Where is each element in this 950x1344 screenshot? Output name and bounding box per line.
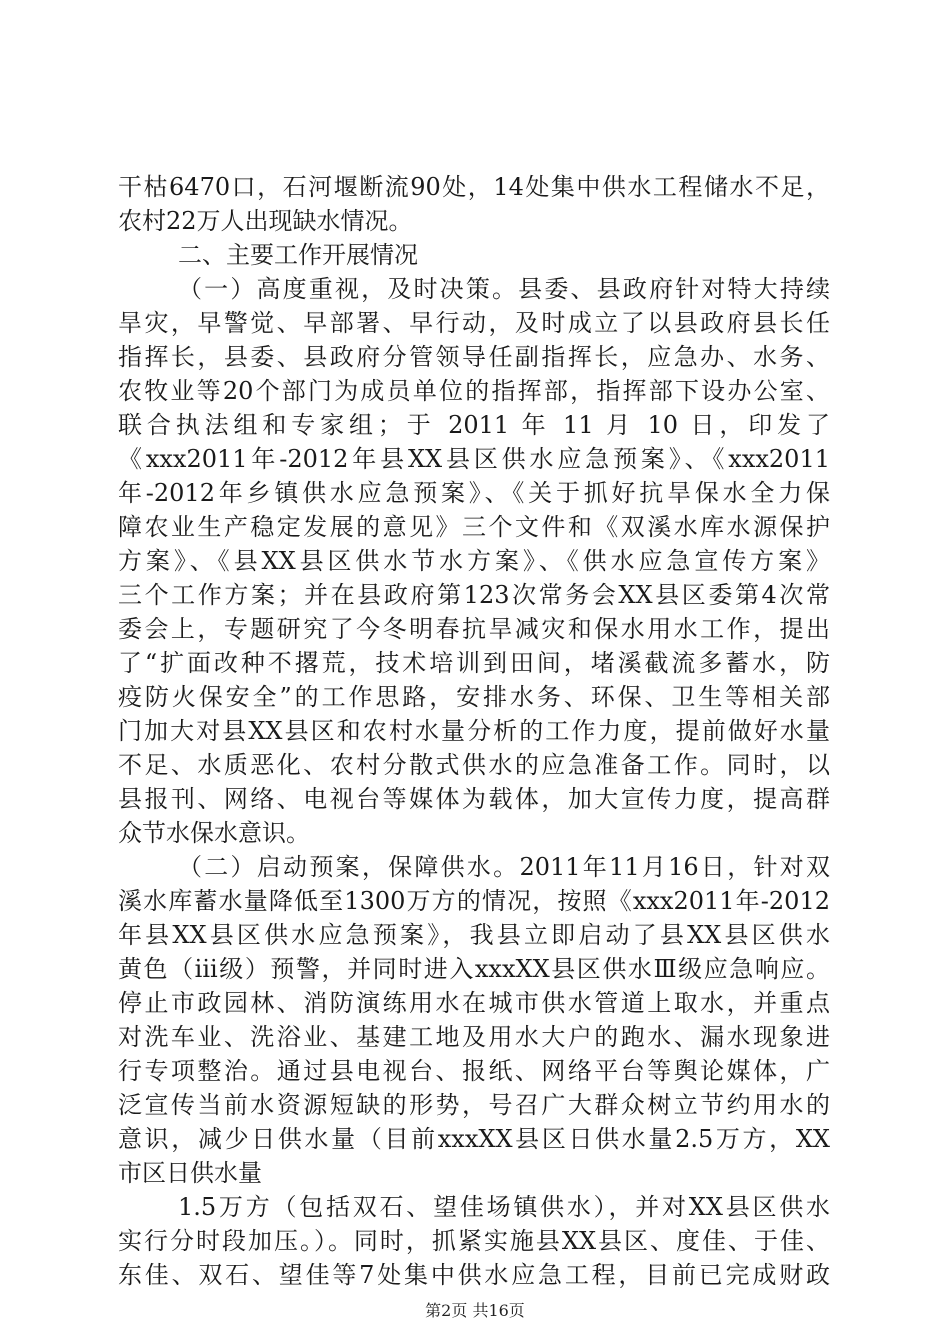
text-line: 农村22万人出现缺水情况。 <box>118 207 413 235</box>
text-line: 不足、水质恶化、农村分散式供水的应急准备工作。同时，以 <box>118 751 830 779</box>
text-line: 门加大对县XX县区和农村水量分析的工作力度，提前做好水量 <box>118 717 830 745</box>
text-line: 《xxx2011年-2012年县XX县区供水应急预案》、《xxx2011 <box>118 445 830 473</box>
text-line: 行专项整治。通过县电视台、报纸、网络平台等舆论媒体，广 <box>118 1057 830 1085</box>
text-line: 疫防火保安全”的工作思路，安排水务、环保、卫生等相关部 <box>118 683 830 711</box>
text-line: 溪水库蓄水量降低至1300万方的情况，按照《xxx2011年-2012 <box>118 887 830 915</box>
text-line: 东佳、双石、望佳等7处集中供水应急工程，目前已完成财政 <box>118 1261 830 1289</box>
text-line: 农牧业等20个部门为成员单位的指挥部，指挥部下设办公室、 <box>118 377 830 405</box>
text-line: 意识，减少日供水量（目前xxxXX县区日供水量2.5万方，XX <box>118 1125 830 1153</box>
text-line: 1.5万方（包括双石、望佳场镇供水），并对XX县区供水 <box>178 1193 830 1221</box>
text-line: （一）高度重视，及时决策。县委、县政府针对特大持续 <box>178 275 830 303</box>
text-line: 黄色（iii级）预警，并同时进入xxxXX县区供水Ⅲ级应急响应。 <box>118 955 830 983</box>
text-line: 旱灾，早警觉、早部署、早行动，及时成立了以县政府县长任 <box>118 309 830 337</box>
section-heading: 二、主要工作开展情况 <box>178 241 418 269</box>
text-line: 联合执法组和专家组；于 2011 年 11 月 10 日，印发了 <box>118 411 830 439</box>
text-line: 障农业生产稳定发展的意见》三个文件和《双溪水库水源保护 <box>118 513 830 541</box>
text-line: 干枯6470口，石河堰断流90处，14处集中供水工程储水不足， <box>118 173 830 201</box>
text-line: 县报刊、网络、电视台等媒体为载体，加大宣传力度，提高群 <box>118 785 830 813</box>
text-line: 泛宣传当前水资源短缺的形势，号召广大群众树立节约用水的 <box>118 1091 830 1119</box>
page-number-footer: 第2页 共16页 <box>425 1301 525 1320</box>
text-line: 年县XX县区供水应急预案》，我县立即启动了县XX县区供水 <box>118 921 830 949</box>
text-line: （二）启动预案，保障供水。2011年11月16日，针对双 <box>178 853 830 881</box>
text-line: 停止市政园林、消防演练用水在城市供水管道上取水，并重点 <box>118 989 830 1017</box>
text-line: 年-2012年乡镇供水应急预案》、《关于抓好抗旱保水全力保 <box>118 479 830 507</box>
text-line: 了“扩面改种不撂荒，技术培训到田间，堵溪截流多蓄水，防 <box>118 649 830 677</box>
text-line: 方案》、《县XX县区供水节水方案》、《供水应急宣传方案》 <box>118 547 830 575</box>
text-line: 三个工作方案；并在县政府第123次常务会XX县区委第4次常 <box>118 581 830 609</box>
text-line: 指挥长，县委、县政府分管领导任副指挥长，应急办、水务、 <box>118 343 830 371</box>
text-line: 众节水保水意识。 <box>118 819 310 847</box>
text-line: 委会上，专题研究了今冬明春抗旱减灾和保水用水工作，提出 <box>118 615 830 643</box>
text-line: 市区日供水量 <box>118 1159 262 1187</box>
text-line: 实行分时段加压。）。同时，抓紧实施县XX县区、度佳、于佳、 <box>118 1227 830 1255</box>
text-line: 对洗车业、洗浴业、基建工地及用水大户的跑水、漏水现象进 <box>118 1023 830 1051</box>
